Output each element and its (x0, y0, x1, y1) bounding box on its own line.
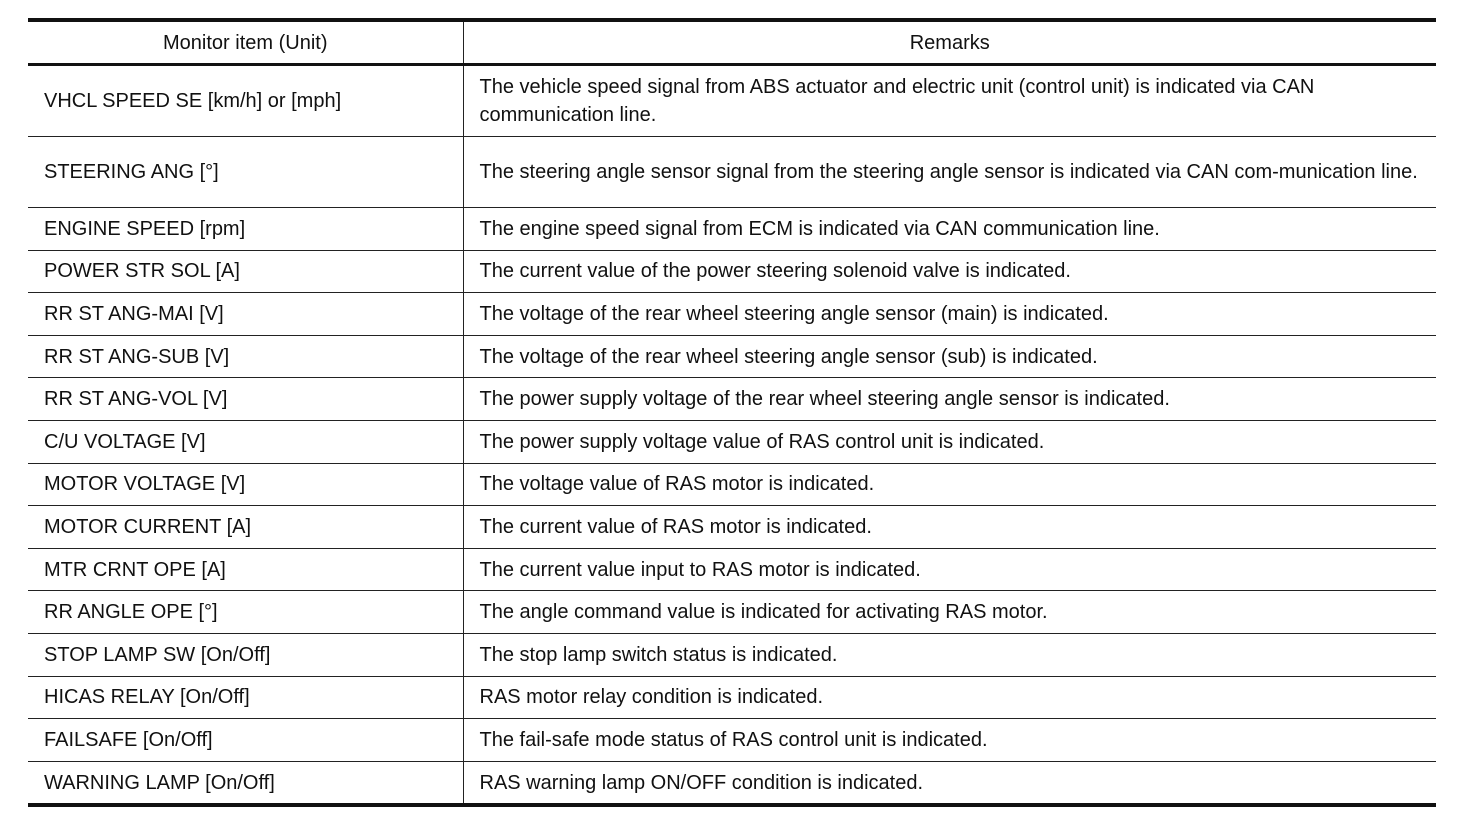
table-body (28, 65, 1436, 806)
table-row (28, 208, 1436, 251)
remarks-cell: The current value of RAS motor is indicated. (463, 506, 1436, 549)
remarks-cell: The current value input to RAS motor is indicated. (463, 548, 1436, 591)
monitor-item-cell: C/U VOLTAGE [V] (28, 420, 463, 463)
remarks-cell: The power supply voltage value of RAS control unit is indicated. (463, 420, 1436, 463)
monitor-item-cell: STOP LAMP SW [On/Off] (28, 633, 463, 676)
monitor-item-cell: RR ANGLE OPE [°] (28, 591, 463, 634)
remarks-cell: RAS motor relay condition is indicated. (463, 676, 1436, 719)
monitor-item-cell: STEERING ANG [°] (28, 137, 463, 208)
monitor-item-cell: MOTOR VOLTAGE [V] (28, 463, 463, 506)
remarks-cell: The power supply voltage of the rear wheel steering angle sensor is indicated. (463, 378, 1436, 421)
table-row (28, 463, 1436, 506)
header-monitor-item: Monitor item (Unit) (28, 20, 463, 65)
table-row (28, 633, 1436, 676)
table-row (28, 591, 1436, 634)
remarks-cell: The voltage of the rear wheel steering angle sensor (main) is indicated. (463, 293, 1436, 336)
monitor-items-table (28, 18, 1436, 807)
remarks-cell: The current value of the power steering solenoid valve is indicated. (463, 250, 1436, 293)
table-row (28, 250, 1436, 293)
header-row (28, 20, 1436, 65)
monitor-item-cell: MTR CRNT OPE [A] (28, 548, 463, 591)
remarks-cell: The stop lamp switch status is indicated. (463, 633, 1436, 676)
monitor-item-cell: RR ST ANG-VOL [V] (28, 378, 463, 421)
remarks-cell: The voltage value of RAS motor is indicated. (463, 463, 1436, 506)
table-row (28, 506, 1436, 549)
monitor-item-cell: VHCL SPEED SE [km/h] or [mph] (28, 65, 463, 137)
remarks-cell: The angle command value is indicated for activating RAS motor. (463, 591, 1436, 634)
remarks-cell: The engine speed signal from ECM is indicated via CAN communication line. (463, 208, 1436, 251)
header-remarks: Remarks (463, 20, 1436, 65)
table-row (28, 548, 1436, 591)
table-row (28, 335, 1436, 378)
table-header (28, 20, 1436, 65)
monitor-item-cell: WARNING LAMP [On/Off] (28, 761, 463, 805)
table-row (28, 761, 1436, 805)
monitor-item-cell: FAILSAFE [On/Off] (28, 719, 463, 762)
monitor-item-cell: POWER STR SOL [A] (28, 250, 463, 293)
remarks-cell: The vehicle speed signal from ABS actuator and electric unit (control unit) is indicated via CAN communication line. (463, 65, 1436, 137)
table-row (28, 293, 1436, 336)
monitor-item-cell: MOTOR CURRENT [A] (28, 506, 463, 549)
table-row (28, 420, 1436, 463)
monitor-item-cell: ENGINE SPEED [rpm] (28, 208, 463, 251)
table-row (28, 137, 1436, 208)
remarks-cell: The steering angle sensor signal from the steering angle sensor is indicated via CAN com-munication line. (463, 137, 1436, 208)
monitor-item-cell: RR ST ANG-MAI [V] (28, 293, 463, 336)
remarks-cell: RAS warning lamp ON/OFF condition is indicated. (463, 761, 1436, 805)
remarks-cell: The fail-safe mode status of RAS control unit is indicated. (463, 719, 1436, 762)
table-row (28, 378, 1436, 421)
monitor-item-cell: HICAS RELAY [On/Off] (28, 676, 463, 719)
monitor-item-cell: RR ST ANG-SUB [V] (28, 335, 463, 378)
remarks-cell: The voltage of the rear wheel steering angle sensor (sub) is indicated. (463, 335, 1436, 378)
table-row (28, 719, 1436, 762)
table-row (28, 676, 1436, 719)
table-row (28, 65, 1436, 137)
